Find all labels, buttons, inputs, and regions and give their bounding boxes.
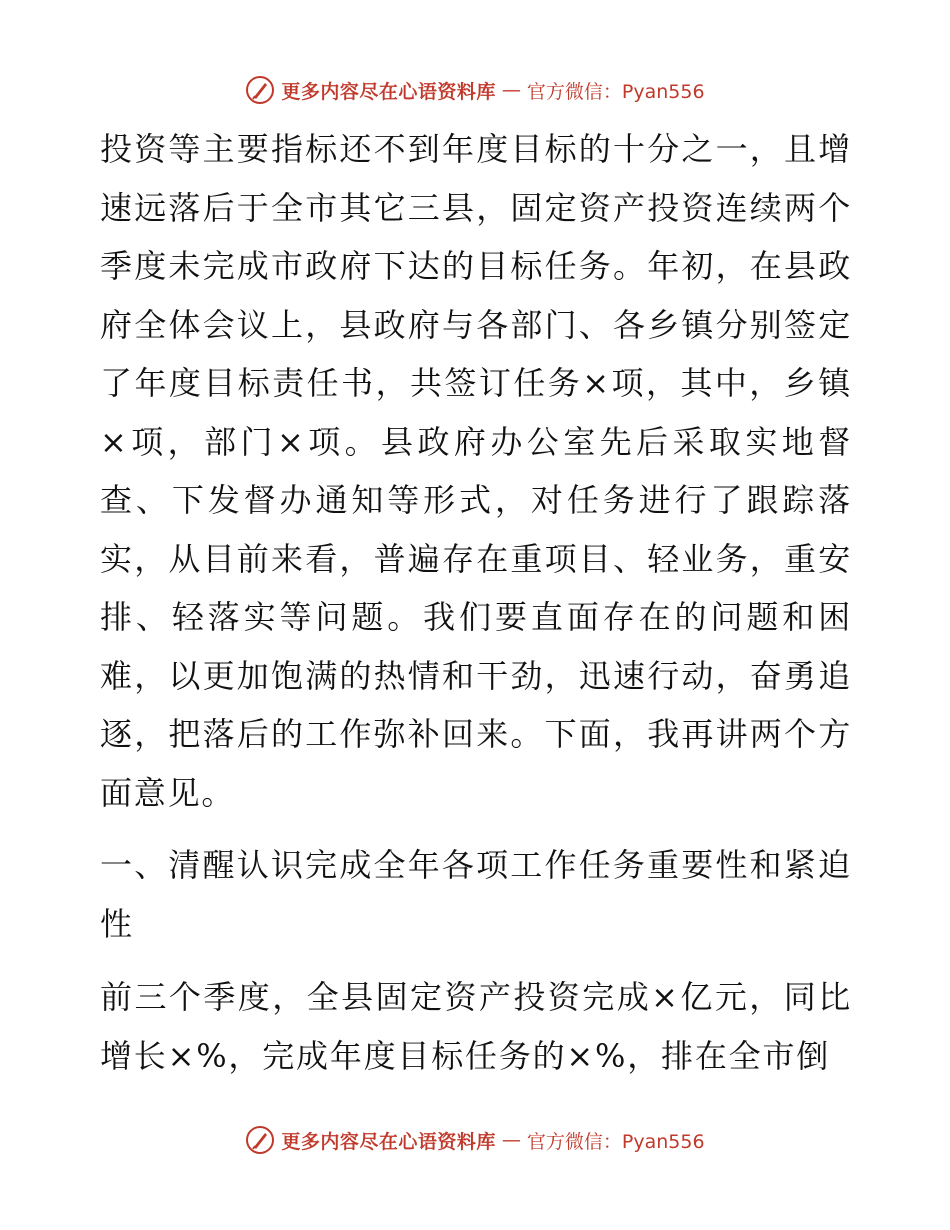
watermark-wechat-text: 官方微信：Pyan556: [526, 1130, 705, 1153]
section-heading: 一、清醒认识完成全年各项工作任务重要性和紧迫性: [100, 846, 852, 943]
watermark-separator: —: [501, 79, 521, 101]
watermark-site-text: 更多内容尽在心语资料库: [281, 1130, 496, 1153]
watermark-separator: —: [501, 1129, 521, 1151]
watermark-site-text: 更多内容尽在心语资料库: [281, 80, 496, 103]
footer-watermark: [0, 1122, 950, 1158]
watermark-wechat-text: 官方微信：Pyan556: [526, 80, 705, 103]
feather-pen-logo-icon: [245, 1125, 275, 1155]
body-paragraph: 投资等主要指标还不到年度目标的十分之一，且增速远落后于全市其它三县，固定资产投资连续两个季度未完成市政府下达的目标任务。年初，在县政府全体会议上，县政府与各部门、各乡镇分别签定了年度目标责任书，共签订任务×项，其中，乡镇×项，部门×项。县政府办公室先后采取实地督查、下发督办通知等形式，对任务进行了跟踪落实，从目前来看，普遍存在重项目、轻业务，重安排、轻落实等问题。我们要直面存在的问题和困难，以更加饱满的热情和干劲，迅速行动，奋勇追逐，把落后的工作弥补回来。下面，我再讲两个方面意见。: [100, 130, 852, 812]
body-paragraph: 前三个季度，全县固定资产投资完成×亿元，同比增长×%，完成年度目标任务的×%，排在全市倒: [100, 978, 852, 1075]
header-watermark: [0, 72, 950, 108]
feather-pen-logo-icon: [245, 75, 275, 105]
